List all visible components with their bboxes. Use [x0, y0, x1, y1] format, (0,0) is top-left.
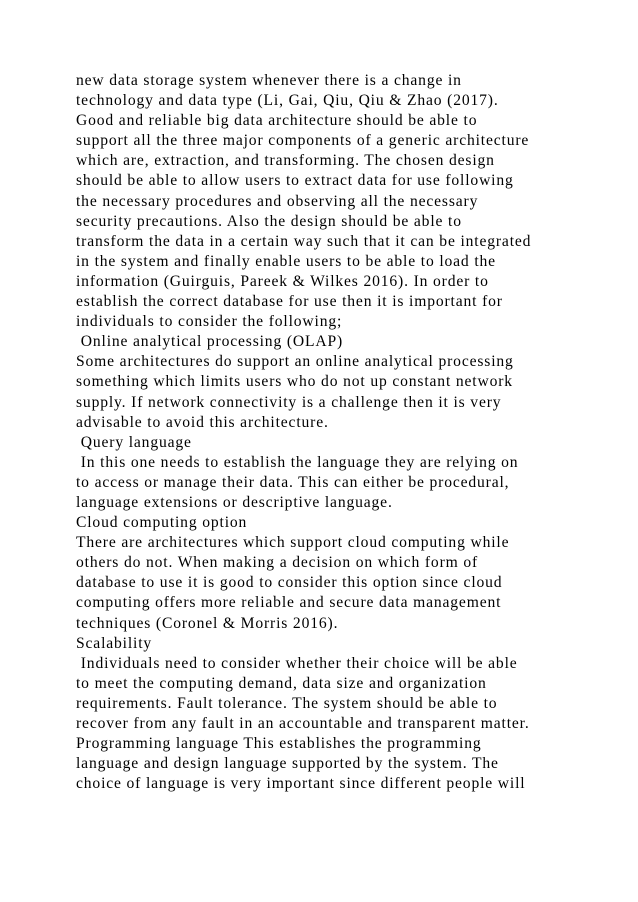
text-line: something which limits users who do not up constant network [76, 373, 513, 391]
text-line: transform the data in a certain way such that it can be integrated [76, 232, 532, 250]
text-line: In this one needs to establish the language they are relying on [76, 453, 519, 471]
text-line: choice of language is very important since different people will [76, 775, 526, 793]
text-line: new data storage system whenever there is a change in [76, 72, 462, 89]
text-line: requirements. Fault tolerance. The system should be able to [76, 694, 498, 712]
text-line: security precautions. Also the design should be able to [76, 212, 462, 230]
text-line: Individuals need to consider whether their choice will be able [76, 654, 518, 672]
text-line: language extensions or descriptive language. [76, 493, 393, 511]
text-line: to meet the computing demand, data size and organization [76, 674, 487, 692]
text-line: computing offers more reliable and secure data management [76, 594, 502, 612]
text-line: which are, extraction, and transforming. The chosen design [76, 152, 495, 170]
text-line: There are architectures which support cloud computing while [76, 534, 510, 552]
text-line: to access or manage their data. This can either be procedural, [76, 473, 510, 491]
text-line: others do not. When making a decision on which form of [76, 554, 479, 572]
text-line: information (Guirguis, Pareek & Wilkes 2016). In order to [76, 272, 489, 290]
text-line: Some architectures do support an online analytical processing [76, 353, 514, 371]
text-line: should be able to allow users to extract data for use following [76, 172, 514, 190]
text-line: Programming language This establishes the programming [76, 735, 482, 753]
section-heading-olap: Online analytical processing (OLAP) [76, 333, 344, 351]
document-page [76, 71, 624, 794]
text-line: Good and reliable big data architecture should be able to [76, 112, 478, 130]
section-heading-query-language: Query language [76, 433, 192, 451]
text-line: recover from any fault in an accountable and transparent matter. [76, 715, 530, 732]
text-line: technology and data type (Li, Gai, Qiu, Qiu & Zhao (2017). [76, 92, 499, 110]
text-line: techniques (Coronel & Morris 2016). [76, 614, 339, 632]
text-line: advisable to avoid this architecture. [76, 413, 329, 431]
text-line: supply. If network connectivity is a challenge then it is very [76, 393, 502, 411]
text-line: the necessary procedures and observing all the necessary [76, 192, 479, 210]
text-line: individuals to consider the following; [76, 313, 343, 331]
text-line: in the system and finally enable users to be able to load the [76, 252, 496, 270]
text-line: database to use it is good to consider this option since cloud [76, 574, 503, 592]
text-line: establish the correct database for use then it is important for [76, 293, 503, 311]
section-heading-scalability: Scalability [76, 634, 153, 652]
text-line: support all the three major components of a generic architecture [76, 132, 530, 150]
text-line: language and design language supported by the system. The [76, 755, 499, 773]
section-heading-cloud-computing: Cloud computing option [76, 514, 248, 532]
